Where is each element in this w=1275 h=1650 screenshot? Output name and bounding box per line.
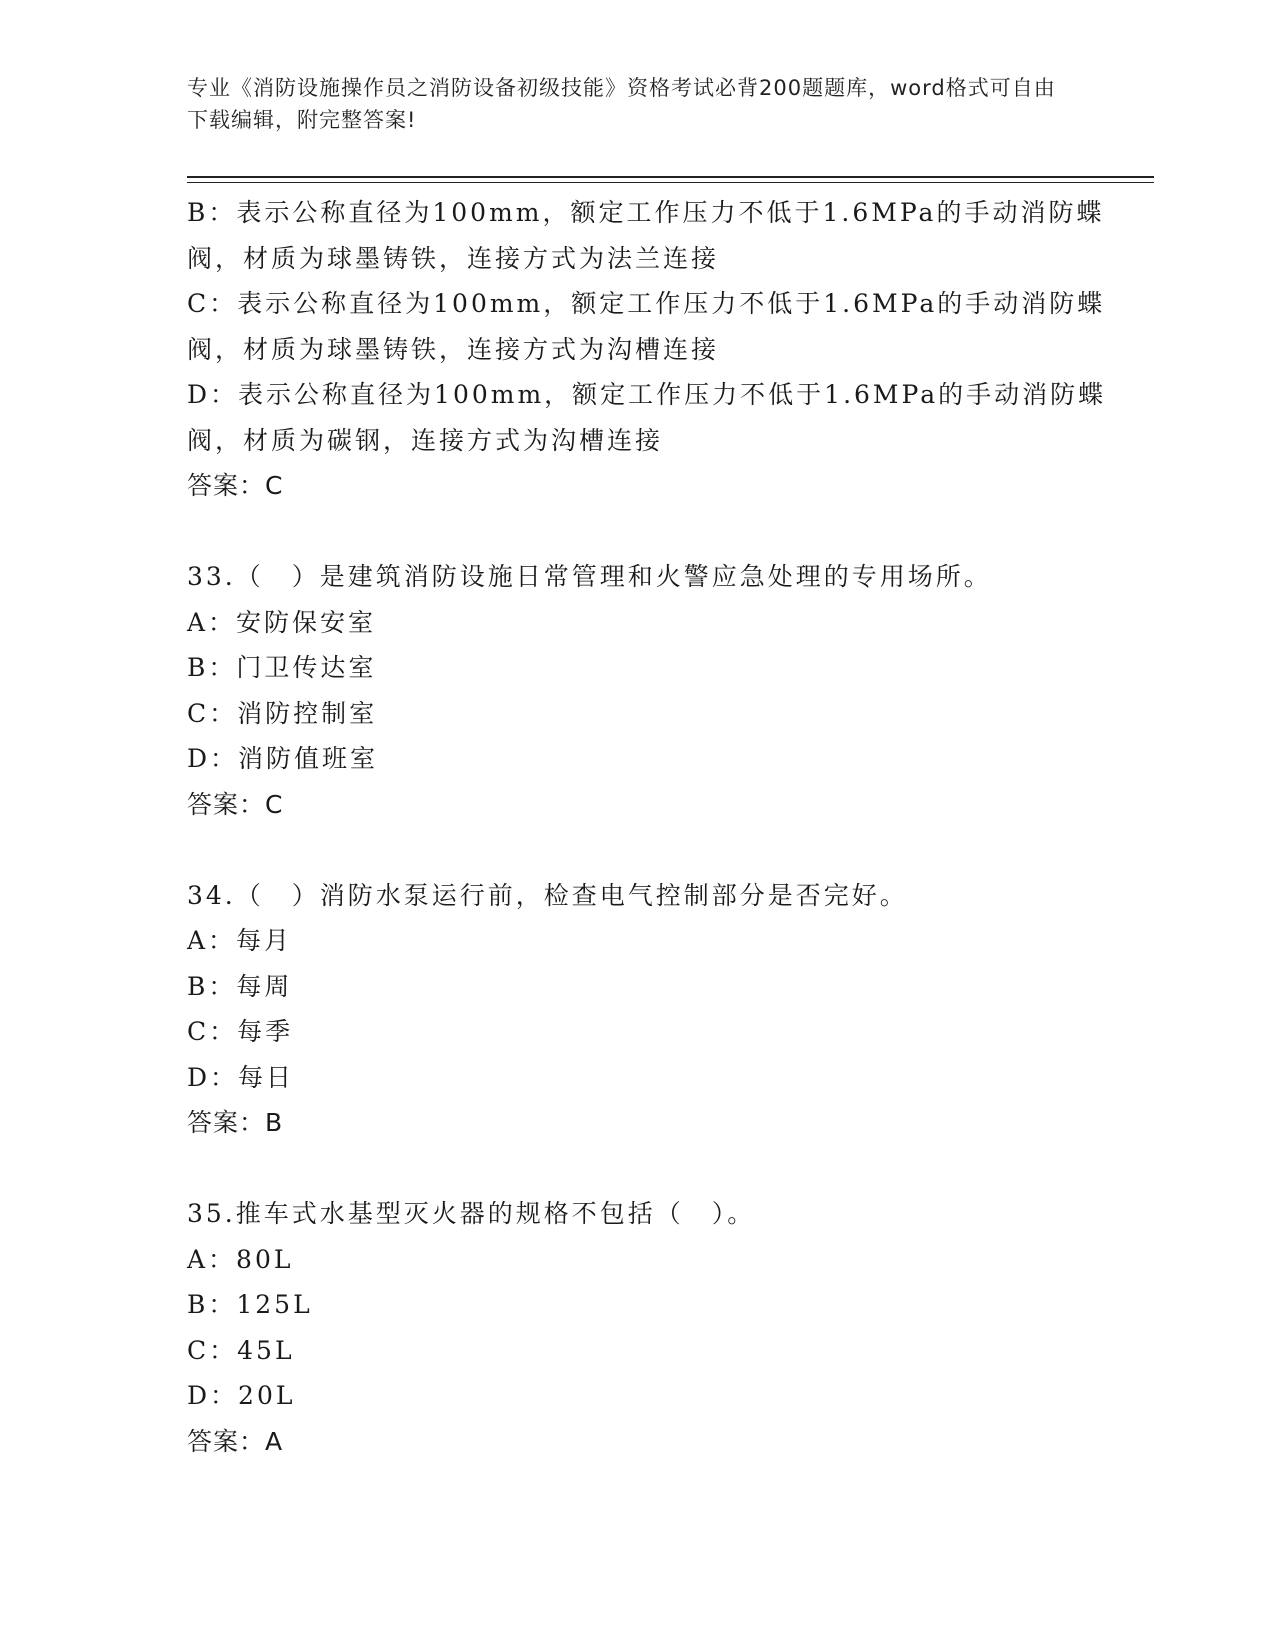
question-33-option-b: B：门卫传达室: [187, 653, 377, 682]
question-34: [187, 873, 1087, 1146]
spacer: [187, 509, 1087, 555]
question-33-option-d: D：消防值班室: [187, 744, 379, 773]
question-34-option-c: C：每季: [187, 1017, 294, 1046]
question-33-option-a: A：安防保安室: [187, 607, 377, 637]
answer-34: 答案：B: [187, 1108, 284, 1137]
option-d-line-1: D：表示公称直径为100mm，额定工作压力不低于1.6MPa的手动消防蝶: [187, 380, 1107, 409]
question-34-text: 34.（ ）消防水泵运行前，检查电气控制部分是否完好。: [187, 880, 908, 910]
question-35-option-c: C：45L: [187, 1335, 295, 1365]
question-33-text: 33.（ ）是建筑消防设施日常管理和火警应急处理的专用场所。: [187, 562, 992, 591]
answer-32: 答案：C: [187, 471, 284, 500]
question-34-option-d: D：每日: [187, 1062, 295, 1092]
option-b-line-1: B：表示公称直径为100mm，额定工作压力不低于1.6MPa的手动消防蝶: [187, 198, 1105, 227]
question-33: [187, 554, 1087, 827]
question-35-text: 35.推车式水基型灭火器的规格不包括（ ）。: [187, 1199, 756, 1228]
answer-35: 答案：A: [187, 1426, 284, 1456]
answer-33: 答案：C: [187, 789, 284, 819]
option-b-line-2: 阀，材质为球墨铸铁，连接方式为法兰连接: [187, 243, 720, 273]
question-35: [187, 1191, 1087, 1464]
document-header: 专业《消防设施操作员之消防设备初级技能》资格考试必背200题题库，word格式可自由下载编辑，附完整答案!: [187, 76, 1056, 132]
header-divider-thin: [187, 182, 1154, 183]
header-divider-thick: [187, 176, 1154, 178]
question-33-option-c: C：消防控制室: [187, 698, 378, 728]
option-c-line-1: C：表示公称直径为100mm，额定工作压力不低于1.6MPa的手动消防蝶: [187, 289, 1106, 318]
question-35-option-d: D：20L: [187, 1381, 296, 1410]
question-35-option-a: A：80L: [187, 1244, 294, 1274]
option-d-line-2: 阀，材质为碳钢，连接方式为沟槽连接: [187, 425, 664, 455]
spacer: [187, 1146, 1087, 1192]
question-content: [187, 190, 1107, 1464]
option-c-line-2: 阀，材质为球墨铸铁，连接方式为沟槽连接: [187, 334, 720, 364]
question-34-option-a: A：每月: [187, 926, 293, 955]
question-34-option-b: B：每周: [187, 971, 293, 1001]
spacer: [187, 827, 1087, 873]
question-35-option-b: B：125L: [187, 1290, 313, 1319]
question-32-tail: [187, 190, 1107, 509]
